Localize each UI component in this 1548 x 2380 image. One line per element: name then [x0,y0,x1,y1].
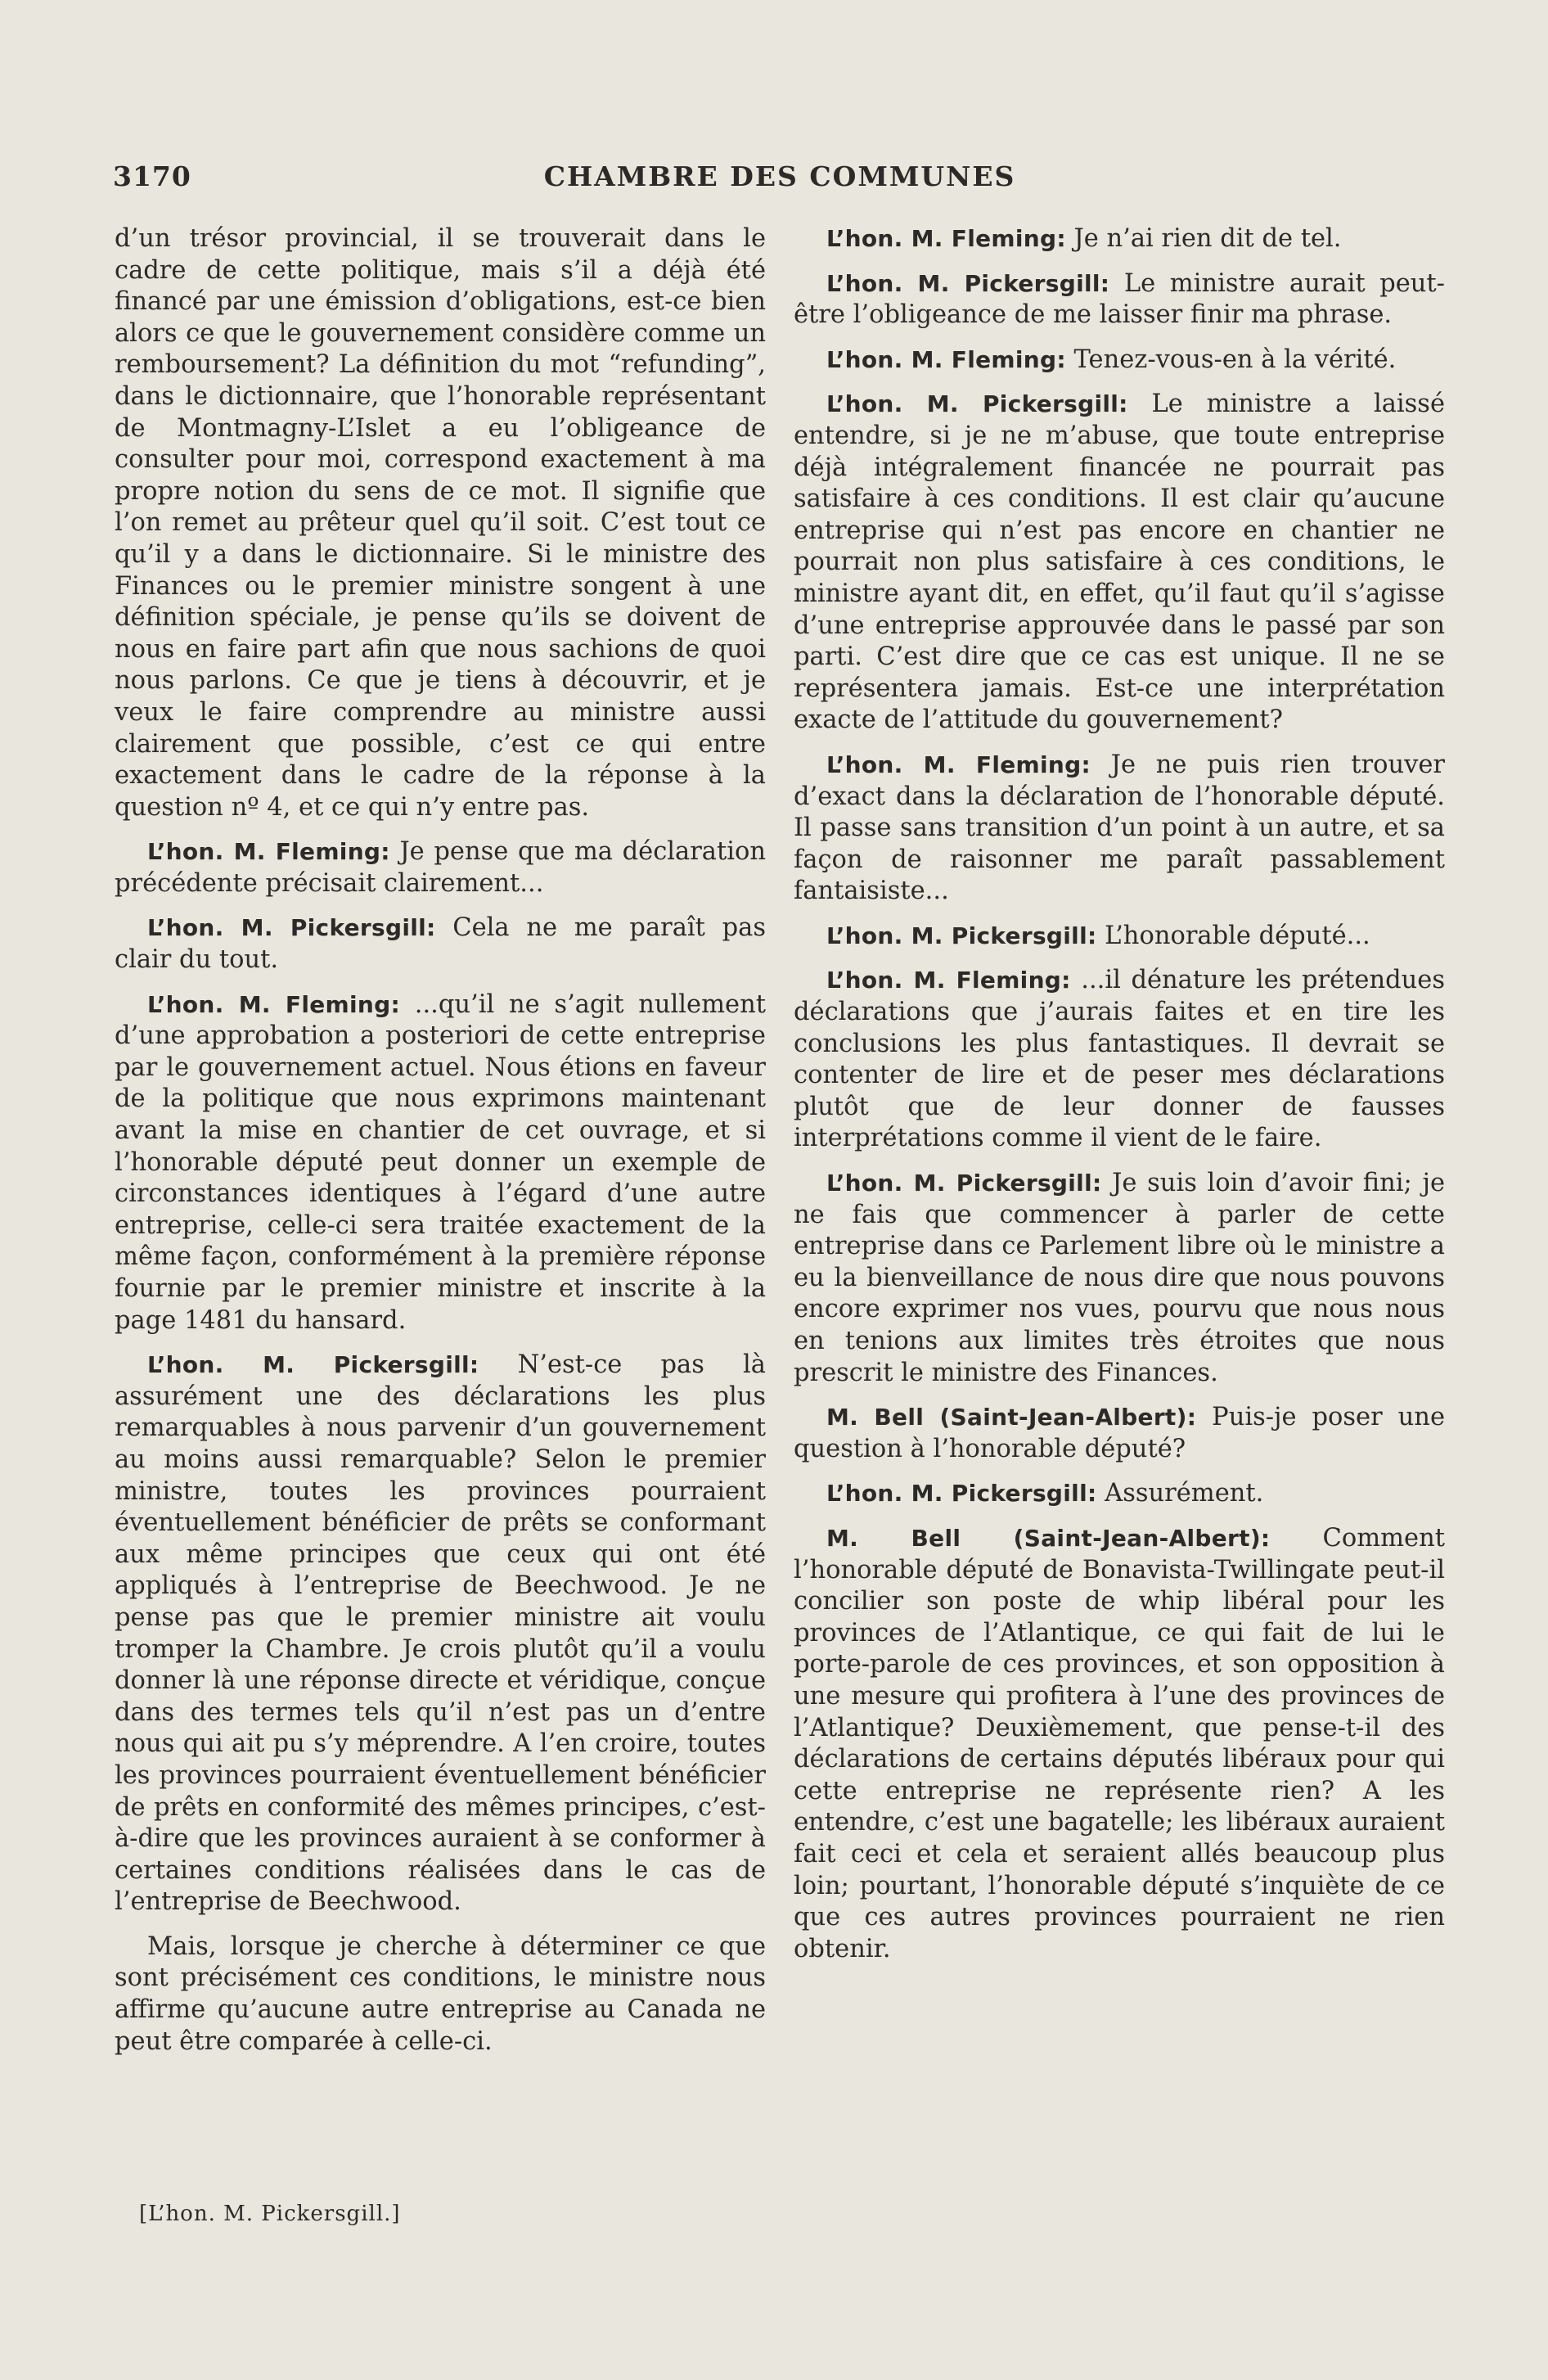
speaker-name: L’hon. M. Pickersgill: [147,914,436,942]
speaker-name: M. Bell (Saint-Jean-Albert): [826,1524,1271,1552]
paragraph: d’un trésor provincial, il se trouverait dans le cadre de cette politique, mais s’il a déjà été financé par une émission d’obligations, est-ce bien alors ce que le gouvernement considère comme un remboursement? La définition du mot “refunding”, dans le dictionnaire, que l’honorable représentant de Montmagny-L’Islet a eu l’obligeance de consulter pour moi, correspond exactement à ma propre notion du sens de ce mot. Il signifie que l’on remet au prêteur quel qu’il soit. C’est tout ce qu’il y a dans le dictionnaire. Si le ministre des Finances ou le premier ministre songent à une définition spéciale, je pense qu’ils se doivent de nous en faire part afin que nous sachions de quoi nous parlons. Ce que je tiens à découvrir, et je veux le faire comprendre au ministre aussi clairement que possible, c’est ce qui entre exactement dans le cadre de la réponse à la question nº 4, et ce qui n’y entre pas. [115,224,766,822]
paragraph: M. Bell (Saint-Jean-Albert): Comment l’honorable député de Bonavista-Twillingate peut-il concilier son poste de whip libéral pour les provinces de l’Atlantique, ce qui fait de lui le porte-parole de ces provinces, et son opposition à une mesure qui profitera à l’une des provinces de l’Atlantique? Deuxièmement, que pense-t-il des déclarations de certains députés libéraux pour qui cette entreprise ne représente rien? A les entendre, c’est une bagatelle; les libéraux auraient fait ceci et cela et seraient allés beaucoup plus loin; pourtant, l’honorable député s’inquiète de ce que ces autres provinces pourraient ne rien obtenir. [794,1523,1445,1963]
speaker-name: L’hon. M. Fleming: [826,345,1066,373]
speaker-name: L’hon. M. Fleming: [826,967,1071,994]
speaker-name: L’hon. M. Pickersgill: [826,1170,1102,1197]
speaker-name: L’hon. M. Fleming: [826,751,1091,778]
paragraph: Mais, lorsque je cherche à déterminer ce que sont précisément ces conditions, le ministre nous affirme qu’aucune autre entreprise au Canada ne peut être comparée à celle-ci. [115,1931,766,2056]
speaker-name: L’hon. M. Fleming: [147,990,400,1018]
running-title: CHAMBRE DES COMMUNES [543,160,1016,192]
paragraph: L’hon. M. Fleming: ...il dénature les prétendues déclarations que j’aurais faites et en tire les conclusions les plus fantastiques. Il devrait se contenter de lire et de peser mes déclarations plutôt que de leur donner de fausses interprétations comme il vient de le faire. [794,966,1445,1153]
right-column [794,223,1445,1978]
paragraph: L’hon. M. Pickersgill: Assurément. [826,1479,1264,1508]
paragraph: L’hon. M. Fleming: ...qu’il ne s’agit nullement d’une approbation a posteriori de cette entreprise par le gouvernement actuel. Nous étions en faveur de la politique que nous exprimons maintenant avant la mise en chantier de cet ouvrage, et si l’honorable député peut donner un exemple de circonstances identiques à l’égard d’une autre entreprise, celle-ci sera traitée exactement de la même façon, conformément à la première réponse fournie par le premier ministre et inscrite à la page 1481 du hansard. [115,989,766,1335]
paragraph: L’hon. M. Pickersgill: L’honorable député... [826,921,1370,950]
paragraph: L’hon. M. Pickersgill: Le ministre aurait peut-être l’obligeance de me laisser finir ma phrase. [794,268,1445,330]
speaker-name: M. Bell (Saint-Jean-Albert): [826,1404,1197,1431]
page-number: 3170 [113,160,191,192]
paragraph: L’hon. M. Fleming: Je n’ai rien dit de tel. [826,224,1342,253]
paragraph: L’hon. M. Pickersgill: Cela ne me paraît pas clair du tout. [115,913,766,975]
left-column [115,223,766,2071]
speaker-name: L’hon. M. Fleming: [826,225,1066,252]
speaker-name: L’hon. M. Pickersgill: [826,390,1128,418]
speaker-name: L’hon. M. Pickersgill: [826,269,1110,297]
paragraph: L’hon. M. Fleming: Tenez-vous-en à la vérité. [826,345,1397,374]
paragraph: L’hon. M. Pickersgill: Je suis loin d’avoir fini; je ne fais que commencer à parler de cette entreprise dans ce Parlement libre où le ministre a eu la bienveillance de nous dire que nous pouvons encore exprimer nos vues, pourvu que nous nous en tenions aux limites très étroites que nous prescrit le ministre des Finances. [794,1169,1445,1387]
speaker-name: L’hon. M. Pickersgill: [826,922,1097,949]
paragraph: L’hon. M. Pickersgill: N’est-ce pas là assurément une des déclarations les plus remarquables à nous parvenir d’un gouvernement au moins aussi remarquable? Selon le premier ministre, toutes les provinces pourraient éventuellement bénéficier de prêts se conformant aux même principes que ceux qui ont été appliqués à l’entreprise de Beechwood. Je ne pense pas que le premier ministre ait voulu tromper la Chambre. Je crois plutôt qu’il a voulu donner là une réponse directe et véridique, conçue dans des termes tels qu’il n’est pas un d’entre nous qui ait pu s’y méprendre. A l’en croire, toutes les provinces pourraient éventuellement bénéficier de prêts en conformité des mêmes principes, c’est-à-dire que les provinces auraient à se conformer à certaines conditions réalisées dans le cas de l’entreprise de Beechwood. [115,1350,766,1917]
paragraph: L’hon. M. Pickersgill: Le ministre a laissé entendre, si je ne m’abuse, que toute entreprise déjà intégralement financée ne pourrait pas satisfaire à ces conditions. Il est clair qu’aucune entreprise qui n’est pas encore en chantier ne pourrait non plus satisfaire à ces conditions, le ministre ayant dit, en effet, qu’il faut qu’il s’agisse d’une entreprise approuvée dans le passé par son parti. C’est dire que ce cas est unique. Il ne se représentera jamais. Est-ce une interprétation exacte de l’attitude du gouvernement? [794,390,1445,735]
speaker-name: L’hon. M. Pickersgill: [147,1351,479,1379]
speaker-footnote: [L’hon. M. Pickersgill.] [139,2202,401,2226]
paragraph: L’hon. M. Fleming: Je ne puis rien trouver d’exact dans la déclaration de l’honorable député. Il passe sans transition d’un point à un autre, et sa façon de raisonner me paraît passablement fantaisiste... [794,750,1445,906]
paragraph: L’hon. M. Fleming: Je pense que ma déclaration précédente précisait clairement... [115,837,766,898]
speaker-name: L’hon. M. Fleming: [147,838,390,866]
speaker-name: L’hon. M. Pickersgill: [826,1480,1097,1508]
paragraph: M. Bell (Saint-Jean-Albert): Puis-je poser une question à l’honorable député? [794,1403,1445,1463]
page-header [113,160,1447,201]
